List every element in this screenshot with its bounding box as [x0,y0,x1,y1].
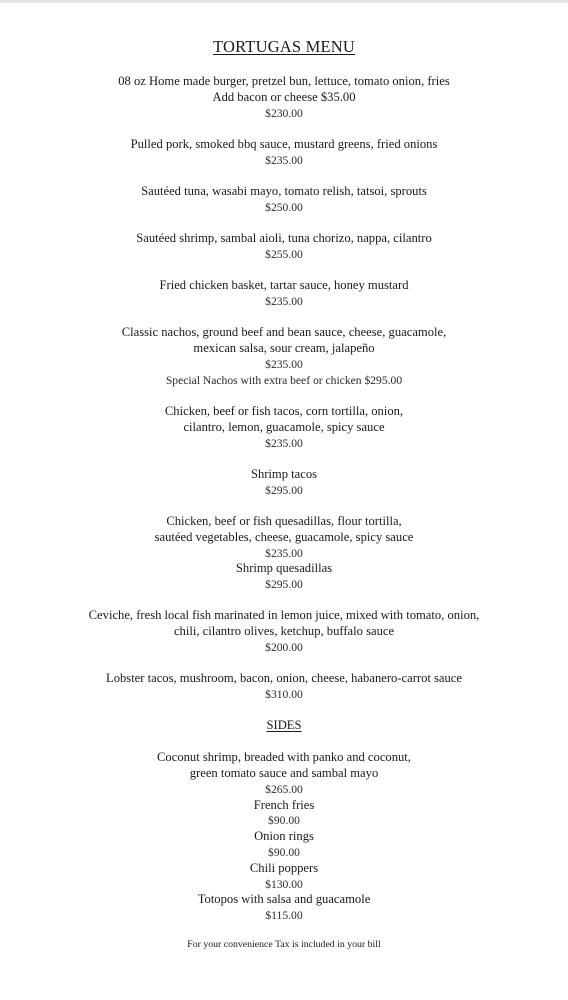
menu-item [0,74,568,121]
menu-item-price: $235.00 [265,294,303,308]
menu-item-description: Sautéed shrimp, sambal aioli, tuna chorizo, nappa, cilantro [136,231,432,246]
side-item [0,861,568,893]
menu-item [0,325,568,388]
menu-item [0,231,568,263]
menu-item-price: $235.00 [265,436,303,450]
side-item-description: French fries [253,797,315,812]
side-item-price: $265.00 [265,782,303,796]
menu-item-description: cilantro, lemon, guacamole, spicy sauce [183,419,385,434]
menu-item-price: $310.00 [265,688,303,702]
side-item-price: $90.00 [268,814,300,828]
side-item-description: green tomato sauce and sambal mayo [189,766,379,780]
menu-item-price: $235.00 [265,546,303,560]
menu-item [0,404,568,451]
menu-item-description: Ceviche, fresh local fish marinated in lemon juice, mixed with tomato, onion, [88,608,480,623]
sides-list [0,750,568,924]
menu-item-addon: Add bacon or cheese $35.00 [212,89,356,104]
menu-item-price: $255.00 [265,247,303,261]
menu-item-price: $250.00 [265,200,303,214]
menu-item-price: $295.00 [265,578,303,592]
side-item-description: Coconut shrimp, breaded with panko and coconut, [157,750,411,765]
menu-item-description: Chicken, beef or fish tacos, corn tortilla, onion, [164,403,404,418]
side-item-price: $130.00 [265,877,303,891]
menu-item [0,278,568,310]
menu-item [0,137,568,169]
tax-note: For your convenience Tax is included in your bill [187,938,381,950]
side-item-price: $115.00 [265,909,303,923]
side-item-price: $90.00 [268,845,300,859]
menu-item [0,671,568,703]
menu-item-price: $230.00 [265,106,303,120]
menu-item-description: Pulled pork, smoked bbq sauce, mustard greens, fried onions [130,136,438,151]
menu-item-description: Shrimp tacos [250,466,318,481]
side-item-description: Totopos with salsa and guacamole [197,892,371,907]
menu-item-description: sautéed vegetables, cheese, guacamole, spicy sauce [154,529,414,544]
side-item-description: Chili poppers [249,860,319,875]
menu-item-price: $200.00 [265,641,303,655]
side-item [0,798,568,830]
menu-item-description: Chicken, beef or fish quesadillas, flour tortilla, [166,513,402,528]
top-edge-rule [0,0,568,3]
side-item [0,892,568,924]
menu-item-description: Lobster tacos, mushroom, bacon, onion, cheese, habanero-carrot sauce [106,671,462,686]
menu-document [0,36,568,952]
menu-item-description: 08 oz Home made burger, pretzel bun, lettuce, tomato onion, fries [118,74,450,88]
menu-item [0,184,568,216]
menu-item [0,467,568,499]
menu-item [0,514,568,561]
menu-item-description: chili, cilantro olives, ketchup, buffalo sauce [173,624,395,639]
menu-item-price: $235.00 [265,153,303,167]
menu-item [0,561,568,593]
menu-item-price: $235.00 [265,357,303,371]
menu-item-description: Fried chicken basket, tartar sauce, honey mustard [159,278,409,293]
side-item [0,750,568,797]
sides-heading: SIDES [266,718,302,733]
menu-item-extra-option: Special Nachos with extra beef or chicken $295.00 [165,373,403,387]
side-item [0,829,568,861]
menu-item-description: Shrimp quesadillas [235,561,333,576]
menu-item-description: Classic nachos, ground beef and bean sauce, cheese, guacamole, [121,325,447,340]
menu-item-description: Sautéed tuna, wasabi mayo, tomato relish, tatsoi, sprouts [141,183,427,198]
menu-title: TORTUGAS MENU [212,37,356,56]
menu-item-description: mexican salsa, sour cream, jalapeño [193,341,375,356]
menu-item [0,608,568,655]
side-item-description: Onion rings [254,829,314,844]
menu-item-price: $295.00 [265,483,303,497]
